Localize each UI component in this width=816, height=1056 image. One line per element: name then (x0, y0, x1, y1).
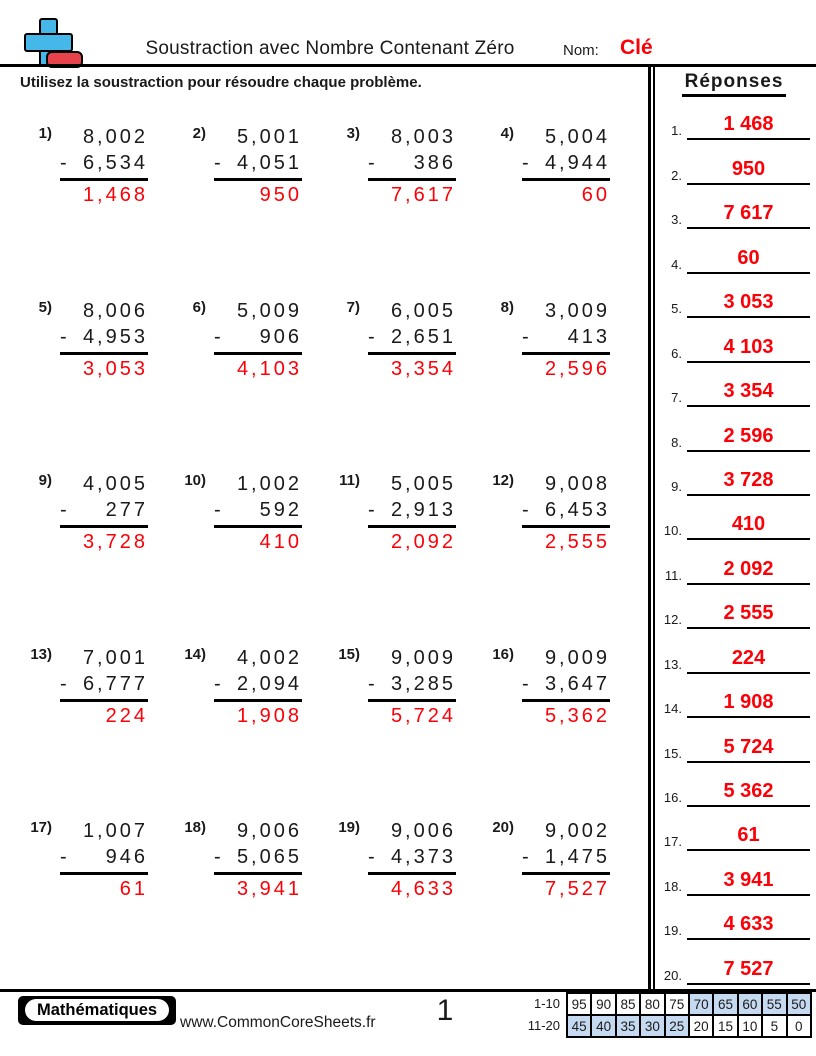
answer-number: 13. (663, 656, 682, 672)
answer-row (655, 496, 812, 540)
minuend: 8,006 (82, 299, 148, 322)
minuend: 9,002 (544, 820, 610, 842)
problem (488, 298, 642, 472)
problem-answer: 3,728 (82, 531, 148, 553)
problem-number: 8) (500, 298, 514, 316)
minus-sign: - (214, 499, 224, 521)
answer-row (655, 940, 812, 984)
answer-blank-line (687, 201, 810, 229)
instruction-text: Utilisez la soustraction pour résoudre chaque problème. (20, 74, 422, 91)
problem-work-area (522, 818, 610, 904)
subtrahend: 4,944 (544, 152, 610, 174)
answer-number: 4. (671, 256, 682, 272)
minus-sign: - (522, 672, 532, 695)
problem-answer: 950 (259, 184, 302, 206)
minus-sign: - (522, 499, 532, 521)
problem-answer: 5,724 (390, 704, 456, 727)
problem-answer: 61 (119, 878, 148, 900)
answer-row (655, 229, 812, 273)
problem (488, 124, 642, 298)
minuend: 7,001 (82, 646, 148, 669)
minus-sign: - (214, 152, 224, 174)
answer-value: 61 (737, 824, 760, 847)
subtrahend-row (214, 844, 302, 870)
problem-number: 14) (184, 645, 206, 663)
answer-value: 2 596 (723, 424, 774, 447)
plus-minus-logo (24, 18, 76, 68)
answer-value: 950 (731, 157, 766, 180)
answer-blank-line (687, 646, 810, 674)
minuend: 5,009 (236, 299, 302, 322)
problem-work-area (214, 298, 302, 384)
score-table (566, 992, 812, 1038)
problem-number: 10) (184, 472, 206, 489)
subtrahend: 2,094 (236, 672, 302, 695)
problem-number: 7) (346, 298, 360, 316)
score-cell: 75 (666, 994, 688, 1014)
score-cell: 60 (739, 994, 761, 1014)
problems-grid (26, 124, 642, 992)
answer-value: 7 617 (723, 202, 774, 225)
problem-work-area (368, 298, 456, 384)
subtrahend-row (214, 150, 302, 176)
problem-number: 4) (500, 125, 514, 142)
minuend: 8,002 (82, 126, 148, 148)
answer-value: 60 (737, 246, 760, 269)
problem-work-area (60, 818, 148, 904)
problem-work-area (60, 124, 148, 210)
answer-number: 1. (671, 123, 682, 139)
answer-row (655, 140, 812, 184)
score-row-label-1: 1-10 (533, 996, 560, 1011)
problem-number: 20) (492, 819, 514, 836)
answer-row (655, 896, 812, 940)
answer-number: 7. (671, 390, 682, 406)
problem-answer: 410 (259, 531, 302, 553)
minus-sign: - (214, 325, 224, 348)
problem-work-area (368, 818, 456, 904)
minuend: 1,007 (82, 820, 148, 842)
problem-answer: 3,941 (236, 878, 302, 900)
subtrahend-row (522, 324, 610, 350)
problem-number: 18) (184, 819, 206, 836)
minuend: 5,001 (236, 126, 302, 148)
answers-panel-header (656, 71, 812, 97)
answer-blank-line (687, 823, 810, 851)
answer-blank-line (687, 246, 810, 274)
minuend: 6,005 (390, 299, 456, 322)
minuend: 5,004 (544, 126, 610, 148)
subtrahend-row (60, 497, 148, 523)
subtrahend-row (522, 497, 610, 523)
answer-row (655, 452, 812, 496)
problem-number: 5) (38, 298, 52, 316)
problem (334, 471, 488, 645)
answer-row (655, 540, 812, 584)
subtrahend-row (214, 671, 302, 697)
problem-answer: 60 (581, 184, 610, 206)
problem-answer: 3,053 (82, 357, 148, 380)
answer-row (655, 851, 812, 895)
score-cell: 55 (763, 994, 785, 1014)
minuend: 1,002 (236, 473, 302, 495)
subtrahend-row (214, 324, 302, 350)
problem-work-area (214, 471, 302, 557)
answer-value: 3 354 (723, 380, 774, 403)
problem-answer: 4,103 (236, 357, 302, 380)
score-cell: 90 (592, 994, 614, 1014)
answer-row (655, 807, 812, 851)
subtrahend-row (522, 844, 610, 870)
problem-answer: 7,617 (390, 184, 456, 206)
answer-number: 9. (671, 478, 682, 494)
answer-number: 19. (663, 923, 682, 939)
answer-row (655, 363, 812, 407)
answer-blank-line (687, 468, 810, 496)
subtrahend: 6,777 (82, 672, 148, 695)
subtrahend: 386 (413, 152, 456, 174)
problem-work-area (522, 298, 610, 384)
answer-value: 2 092 (723, 557, 774, 580)
problem (334, 645, 488, 819)
answer-blank-line (687, 912, 810, 940)
answer-blank-line (687, 957, 810, 985)
answer-number: 10. (663, 523, 682, 539)
answer-number: 5. (671, 301, 682, 317)
answer-value: 5 362 (723, 780, 774, 802)
problem-work-area (60, 298, 148, 384)
answer-row (655, 629, 812, 673)
problem-number: 9) (38, 472, 52, 489)
answer-row (655, 274, 812, 318)
score-cell: 20 (690, 1016, 712, 1036)
name-label: Nom: (563, 42, 599, 59)
problem-answer: 1,468 (82, 184, 148, 206)
answer-blank-line (687, 779, 810, 807)
subtrahend-row (368, 150, 456, 176)
subtrahend: 4,373 (390, 846, 456, 868)
problem-answer: 7,527 (544, 878, 610, 900)
minus-sign: - (368, 672, 378, 695)
answer-row (655, 96, 812, 140)
problem-work-area (60, 471, 148, 557)
problem-work-area (214, 124, 302, 210)
answer-blank-line (687, 379, 810, 407)
problem (180, 818, 334, 992)
subtrahend: 4,051 (236, 152, 302, 174)
problem-number: 12) (492, 472, 514, 489)
answer-value: 2 555 (723, 602, 774, 625)
answer-blank-line (687, 601, 810, 629)
problem (180, 124, 334, 298)
problem-work-area (214, 645, 302, 731)
problem (180, 298, 334, 472)
answer-value: 3 728 (723, 468, 774, 491)
score-cell: 10 (739, 1016, 761, 1036)
score-cell: 5 (763, 1016, 785, 1036)
answer-value: 5 724 (723, 735, 774, 758)
minuend: 9,009 (390, 646, 456, 669)
answer-blank-line (687, 868, 810, 896)
minus-sign: - (214, 672, 224, 695)
problem-number: 13) (30, 645, 52, 663)
answer-number: 15. (663, 745, 682, 761)
subtrahend: 3,647 (544, 672, 610, 695)
answer-number: 12. (663, 612, 682, 628)
minus-sign: - (522, 846, 532, 868)
problem (26, 818, 180, 992)
subtrahend: 4,953 (82, 325, 148, 348)
minus-sign: - (60, 672, 70, 695)
problem-number: 16) (492, 645, 514, 663)
subtrahend: 3,285 (390, 672, 456, 695)
problem (180, 645, 334, 819)
problem-work-area (522, 124, 610, 210)
answer-value: 1 908 (723, 691, 774, 714)
problem-number: 11) (339, 472, 360, 489)
answer-number: 3. (671, 212, 682, 228)
answer-row (655, 718, 812, 762)
answer-value: 1 468 (723, 113, 774, 136)
problem-number: 1) (38, 125, 52, 142)
minuend: 9,006 (390, 820, 456, 842)
problem (488, 818, 642, 992)
minus-sign: - (368, 325, 378, 348)
answer-blank-line (687, 112, 810, 140)
score-cell: 0 (788, 1016, 810, 1036)
problem (26, 645, 180, 819)
minuend: 9,006 (236, 820, 302, 842)
minus-sign: - (522, 325, 532, 348)
score-cell: 80 (641, 994, 663, 1014)
score-cell: 15 (714, 1016, 736, 1036)
answer-blank-line (687, 424, 810, 452)
subtrahend-row (60, 324, 148, 350)
problem-answer: 2,555 (544, 531, 610, 553)
problem (26, 298, 180, 472)
answer-blank-line (687, 690, 810, 718)
problem-work-area (214, 818, 302, 904)
answer-number: 6. (671, 345, 682, 361)
score-cell: 35 (617, 1016, 639, 1036)
minus-sign: - (60, 846, 70, 868)
problem-number: 19) (338, 819, 360, 836)
answer-row (655, 674, 812, 718)
problem-number: 3) (346, 125, 360, 142)
answer-number: 11. (664, 567, 682, 583)
problem (180, 471, 334, 645)
answer-blank-line (687, 557, 810, 585)
answer-row (655, 185, 812, 229)
problem (334, 124, 488, 298)
problem (488, 471, 642, 645)
subtrahend: 413 (567, 325, 610, 348)
subtrahend: 6,453 (544, 499, 610, 521)
answer-number: 18. (663, 878, 682, 894)
answer-value: 3 053 (723, 291, 774, 314)
answer-row (655, 763, 812, 807)
score-cell: 25 (666, 1016, 688, 1036)
answer-number: 20. (663, 967, 682, 983)
score-cell: 40 (592, 1016, 614, 1036)
score-cell: 65 (714, 994, 736, 1014)
answer-row (655, 318, 812, 362)
problem-work-area (522, 471, 610, 557)
subtrahend-row (368, 497, 456, 523)
answer-blank-line (687, 157, 810, 185)
answer-number: 17. (663, 834, 682, 850)
answers-title: Réponses (682, 71, 787, 97)
score-cell: 30 (641, 1016, 663, 1036)
vertical-separator-thick (648, 67, 651, 989)
minus-sign: - (368, 152, 378, 174)
problem-answer: 2,596 (544, 357, 610, 380)
problem-answer: 3,354 (390, 357, 456, 380)
problem-number: 15) (338, 645, 360, 663)
brand-badge (18, 996, 176, 1025)
problem (334, 818, 488, 992)
answer-value: 7 527 (723, 957, 774, 980)
answer-row (655, 407, 812, 451)
subtrahend: 2,651 (390, 325, 456, 348)
problem (334, 298, 488, 472)
minuend: 3,009 (544, 299, 610, 322)
score-cell: 85 (617, 994, 639, 1014)
subtrahend: 277 (105, 499, 148, 521)
minus-sign: - (368, 846, 378, 868)
subtrahend-row (60, 150, 148, 176)
subtrahend-row (60, 671, 148, 697)
problem-number: 6) (192, 298, 206, 316)
answer-number: 2. (671, 167, 682, 183)
answer-value: 410 (731, 513, 766, 536)
problem-number: 2) (192, 125, 206, 142)
answer-value: 4 633 (723, 913, 774, 936)
minus-sign: - (522, 152, 532, 174)
minus-sign: - (60, 499, 70, 521)
score-cell: 95 (568, 994, 590, 1014)
plus-icon-bar (24, 33, 73, 52)
problem-work-area (368, 645, 456, 731)
minus-sign: - (368, 499, 378, 521)
problem-work-area (522, 645, 610, 731)
problem-answer: 4,633 (390, 878, 456, 900)
answer-row (655, 585, 812, 629)
subtrahend: 5,065 (236, 846, 302, 868)
subtrahend: 6,534 (82, 152, 148, 174)
problem-answer: 2,092 (390, 531, 456, 553)
header-divider (0, 64, 816, 67)
subtrahend: 592 (259, 499, 302, 521)
subtrahend: 946 (105, 846, 148, 868)
answer-number: 14. (663, 701, 682, 717)
problem-answer: 224 (105, 704, 148, 727)
minuend: 4,005 (82, 473, 148, 495)
subtrahend-row (60, 844, 148, 870)
subtrahend-row (214, 497, 302, 523)
problem (26, 124, 180, 298)
problem-answer: 1,908 (236, 704, 302, 727)
problem-answer: 5,362 (544, 704, 610, 727)
minus-sign: - (60, 325, 70, 348)
site-url: www.CommonCoreSheets.fr (180, 1014, 376, 1031)
problem (26, 471, 180, 645)
minuend: 9,009 (544, 646, 610, 669)
subtrahend-row (522, 671, 610, 697)
answer-number: 8. (671, 434, 682, 450)
answer-value: 224 (731, 646, 766, 669)
score-cell: 45 (568, 1016, 590, 1036)
subtrahend: 2,913 (390, 499, 456, 521)
problem-work-area (368, 124, 456, 210)
subtrahend: 906 (259, 325, 302, 348)
answer-blank-line (687, 735, 810, 763)
page-title: Soustraction avec Nombre Contenant Zéro (145, 38, 515, 59)
answer-number: 16. (663, 790, 682, 805)
problem-number: 17) (30, 819, 52, 836)
answer-value: 3 941 (723, 868, 774, 891)
subtrahend-row (368, 671, 456, 697)
minuend: 5,005 (390, 473, 456, 495)
page-number: 1 (436, 994, 454, 1027)
answer-value: 4 103 (723, 335, 774, 358)
minuend: 8,003 (390, 126, 456, 148)
minus-sign: - (60, 152, 70, 174)
problem-work-area (60, 645, 148, 731)
answer-blank-line (687, 335, 810, 363)
subtrahend-row (368, 844, 456, 870)
minuend: 4,002 (236, 646, 302, 669)
subtrahend-row (522, 150, 610, 176)
score-row-label-2: 11-20 (527, 1018, 560, 1033)
name-value: Clé (620, 36, 653, 59)
answers-list (655, 96, 812, 985)
brand-label: Mathématiques (25, 999, 169, 1021)
score-cell: 50 (788, 994, 810, 1014)
minus-sign: - (214, 846, 224, 868)
problem (488, 645, 642, 819)
subtrahend: 1,475 (544, 846, 610, 868)
answer-blank-line (687, 512, 810, 540)
minuend: 9,008 (544, 473, 610, 495)
problem-work-area (368, 471, 456, 557)
score-cell: 70 (690, 994, 712, 1014)
answer-blank-line (687, 290, 810, 318)
subtrahend-row (368, 324, 456, 350)
